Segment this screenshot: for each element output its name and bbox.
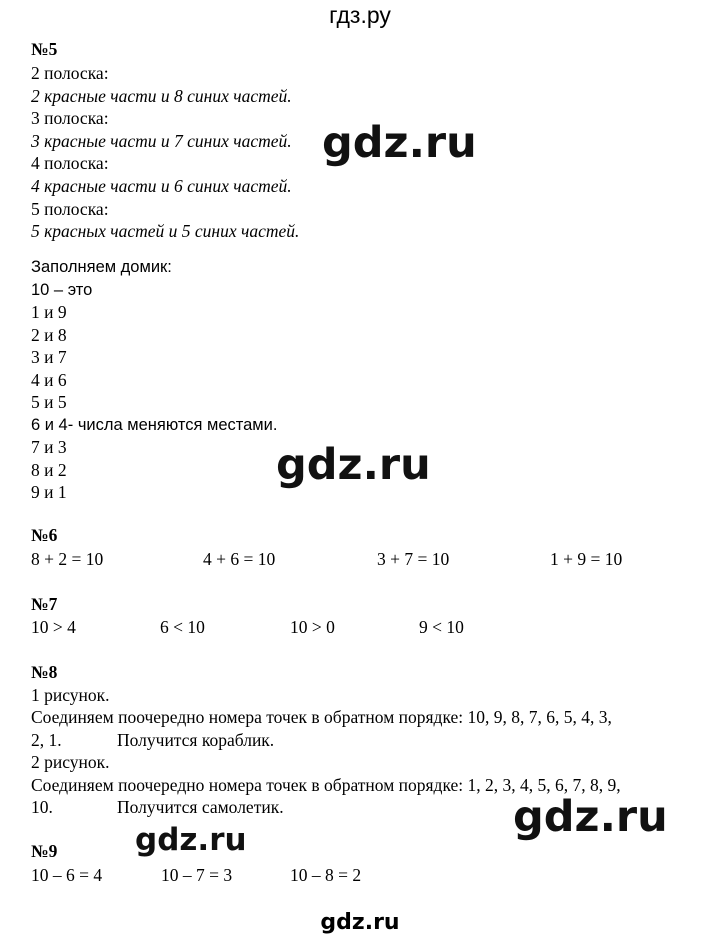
equation: 8 + 2 = 10	[31, 549, 104, 569]
equation: 10 – 7 = 3	[161, 865, 233, 885]
text-line: Соединяем поочередно номера точек в обратном порядке: 10, 9, 8, 7, 6, 5, 4, 3,	[31, 707, 612, 727]
text-line: Получится самолетик.	[117, 797, 284, 817]
text-line: 5 и 5	[31, 392, 67, 412]
text-line: 2, 1.	[31, 730, 62, 750]
section-5-title: №5	[31, 39, 58, 59]
section-6-title: №6	[31, 525, 58, 545]
comparison: 10 > 4	[31, 617, 76, 637]
text-line: 9 и 1	[31, 482, 67, 502]
text-line: 5 красных частей и 5 синих частей.	[31, 221, 300, 241]
text-line: 8 и 2	[31, 460, 67, 480]
equation: 1 + 9 = 10	[550, 549, 623, 569]
text-line: Получится кораблик.	[117, 730, 275, 750]
text-line: 7 и 3	[31, 437, 67, 457]
text-line: 4 красные части и 6 синих частей.	[31, 176, 292, 196]
text-line: 3 красные части и 7 синих частей.	[31, 131, 292, 151]
text-line: Заполняем домик:	[31, 258, 172, 276]
text-line: 2 рисунок.	[31, 752, 110, 772]
watermark: gdz.ru	[513, 792, 668, 842]
comparison: 9 < 10	[419, 617, 464, 637]
text-line: 6 и 4- числа меняются местами.	[31, 416, 278, 434]
text-line: 2 красные части и 8 синих частей.	[31, 86, 292, 106]
text-line: 4 полоска:	[31, 153, 109, 173]
section-9-title: №9	[31, 841, 58, 861]
equation: 10 – 8 = 2	[290, 865, 362, 885]
site-footer: gdz.ru	[320, 910, 400, 935]
text-line: 3 полоска:	[31, 108, 109, 128]
equation: 3 + 7 = 10	[377, 549, 450, 569]
comparison: 10 > 0	[290, 617, 335, 637]
equation: 4 + 6 = 10	[203, 549, 276, 569]
comparison: 6 < 10	[160, 617, 205, 637]
section-7-title: №7	[31, 594, 58, 614]
text-line: 4 и 6	[31, 370, 67, 390]
text-line: 10.	[31, 797, 53, 817]
text-line: 1 рисунок.	[31, 685, 110, 705]
section-8-title: №8	[31, 662, 58, 682]
text-line: 2 и 8	[31, 325, 67, 345]
text-line: 1 и 9	[31, 302, 67, 322]
text-line: 2 полоска:	[31, 63, 109, 83]
text-line: 10 – это	[31, 281, 93, 299]
text-line: 5 полоска:	[31, 199, 109, 219]
watermark: gdz.ru	[135, 822, 247, 858]
text-line: Соединяем поочередно номера точек в обратном порядке: 1, 2, 3, 4, 5, 6, 7, 8, 9,	[31, 775, 621, 795]
text-line: 3 и 7	[31, 347, 67, 367]
watermark: gdz.ru	[276, 440, 431, 490]
equation: 10 – 6 = 4	[31, 865, 103, 885]
watermark: gdz.ru	[322, 118, 477, 168]
site-header: гдз.ру	[329, 2, 391, 28]
